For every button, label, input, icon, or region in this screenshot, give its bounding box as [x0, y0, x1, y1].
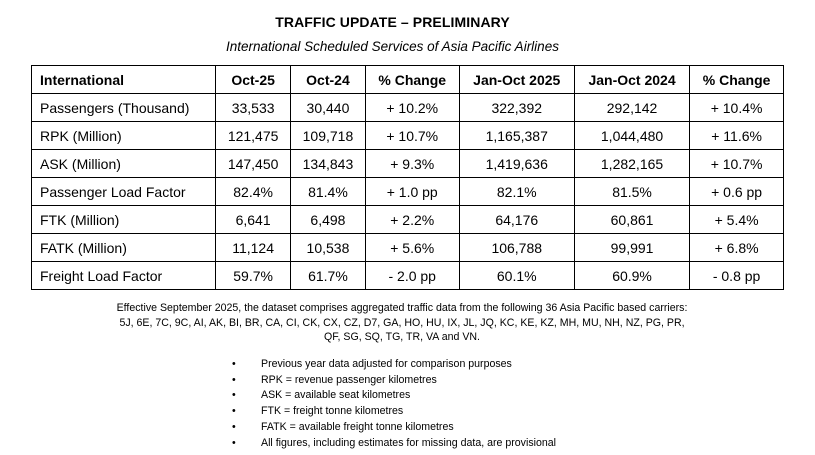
bullet-icon: •: [232, 389, 236, 402]
table-cell: 1,165,387: [459, 122, 574, 150]
bullet-icon: •: [232, 373, 236, 386]
table-cell: 1,282,165: [574, 150, 689, 178]
table-row: [32, 178, 784, 206]
list-item: [232, 404, 556, 420]
note-text: All figures, including estimates for missing data, are provisional: [261, 436, 556, 449]
bullet-icon: •: [232, 358, 236, 370]
table-cell: + 6.8%: [690, 234, 784, 262]
column-header-monthly-change: % Change: [365, 66, 459, 94]
row-label: FATK (Million): [32, 234, 216, 262]
table-cell: 81.4%: [291, 178, 366, 206]
carriers-note-line: 5J, 6E, 7C, 9C, AI, AK, BI, BR, CA, CI, CK, CX, CZ, D7, GA, HO, HU, IX, JL, JQ, KC, KE, KZ, MH, MU, NH, NZ, PG, PR,: [119, 316, 685, 329]
table-cell: 64,176: [459, 206, 574, 234]
table-row: [32, 206, 784, 234]
list-item: [232, 388, 556, 404]
list-item: [232, 373, 556, 389]
table-cell: 292,142: [574, 94, 689, 122]
table-body: [32, 94, 784, 290]
table-cell: 147,450: [216, 150, 291, 178]
table-cell: + 10.4%: [690, 94, 784, 122]
table-cell: + 5.6%: [365, 234, 459, 262]
row-label: ASK (Million): [32, 150, 216, 178]
table-cell: 6,498: [291, 206, 366, 234]
list-item: [232, 436, 556, 452]
table-cell: 60,861: [574, 206, 689, 234]
table-cell: 82.4%: [216, 178, 291, 206]
note-text: RPK = revenue passenger kilometres: [261, 373, 437, 386]
list-item: [232, 357, 556, 373]
bullet-icon: •: [232, 420, 236, 433]
list-item: [232, 420, 556, 436]
table-cell: 61.7%: [291, 262, 366, 290]
note-text: FTK = freight tonne kilometres: [261, 405, 404, 418]
table-cell: 99,991: [574, 234, 689, 262]
carriers-note: [52, 301, 752, 345]
notes-list: [232, 357, 556, 451]
table-cell: 30,440: [291, 94, 366, 122]
table-cell: 60.9%: [574, 262, 689, 290]
table-cell: + 10.7%: [365, 122, 459, 150]
table-cell: - 2.0 pp: [365, 262, 459, 290]
column-header-oct-24: Oct-24: [291, 66, 366, 94]
table-cell: 81.5%: [574, 178, 689, 206]
row-label: Passenger Load Factor: [32, 178, 216, 206]
table-cell: 60.1%: [459, 262, 574, 290]
column-header-oct-25: Oct-25: [216, 66, 291, 94]
table-cell: 59.7%: [216, 262, 291, 290]
traffic-table: [31, 65, 784, 290]
table-cell: 322,392: [459, 94, 574, 122]
row-label: RPK (Million): [32, 122, 216, 150]
table-cell: 11,124: [216, 234, 291, 262]
table-cell: - 0.8 pp: [690, 262, 784, 290]
table-cell: 109,718: [291, 122, 366, 150]
table-row: [32, 122, 784, 150]
note-text: FATK = available freight tonne kilometres: [261, 420, 454, 433]
table-cell: + 11.6%: [690, 122, 784, 150]
table-cell: 121,475: [216, 122, 291, 150]
page-subtitle: International Scheduled Services of Asia Pacific Airlines: [226, 39, 559, 54]
table-cell: 6,641: [216, 206, 291, 234]
note-text: Previous year data adjusted for comparison purposes: [261, 358, 512, 370]
table-cell: + 10.7%: [690, 150, 784, 178]
column-header-ytd-change: % Change: [690, 66, 784, 94]
table-cell: + 0.6 pp: [690, 178, 784, 206]
bullet-icon: •: [232, 436, 236, 449]
note-text: ASK = available seat kilometres: [261, 389, 411, 402]
table-cell: 106,788: [459, 234, 574, 262]
table-cell: 1,044,480: [574, 122, 689, 150]
table-cell: + 5.4%: [690, 206, 784, 234]
row-label: Passengers (Thousand): [32, 94, 216, 122]
table-cell: + 2.2%: [365, 206, 459, 234]
table-cell: + 10.2%: [365, 94, 459, 122]
table-cell: 1,419,636: [459, 150, 574, 178]
table-row: [32, 94, 784, 122]
carriers-note-line: QF, SG, SQ, TG, TR, VA and VN.: [323, 331, 480, 343]
table-header: [32, 66, 784, 94]
table-row: [32, 262, 784, 290]
column-header-jan-oct-2024: Jan-Oct 2024: [574, 66, 689, 94]
page-title: TRAFFIC UPDATE – PRELIMINARY: [275, 14, 510, 30]
row-label: FTK (Million): [32, 206, 216, 234]
table-row: [32, 150, 784, 178]
carriers-note-line: Effective September 2025, the dataset comprises aggregated traffic data from the following 36 Asia Pacific based carriers:: [116, 302, 688, 314]
column-header-jan-oct-2025: Jan-Oct 2025: [459, 66, 574, 94]
table-cell: + 9.3%: [365, 150, 459, 178]
table-row: [32, 234, 784, 262]
row-label: Freight Load Factor: [32, 262, 216, 290]
table-cell: 82.1%: [459, 178, 574, 206]
table-cell: 10,538: [291, 234, 366, 262]
table-cell: 33,533: [216, 94, 291, 122]
table-cell: 134,843: [291, 150, 366, 178]
table-header-row: [32, 66, 784, 94]
bullet-icon: •: [232, 405, 236, 418]
column-header-international: International: [32, 66, 216, 94]
table-cell: + 1.0 pp: [365, 178, 459, 206]
